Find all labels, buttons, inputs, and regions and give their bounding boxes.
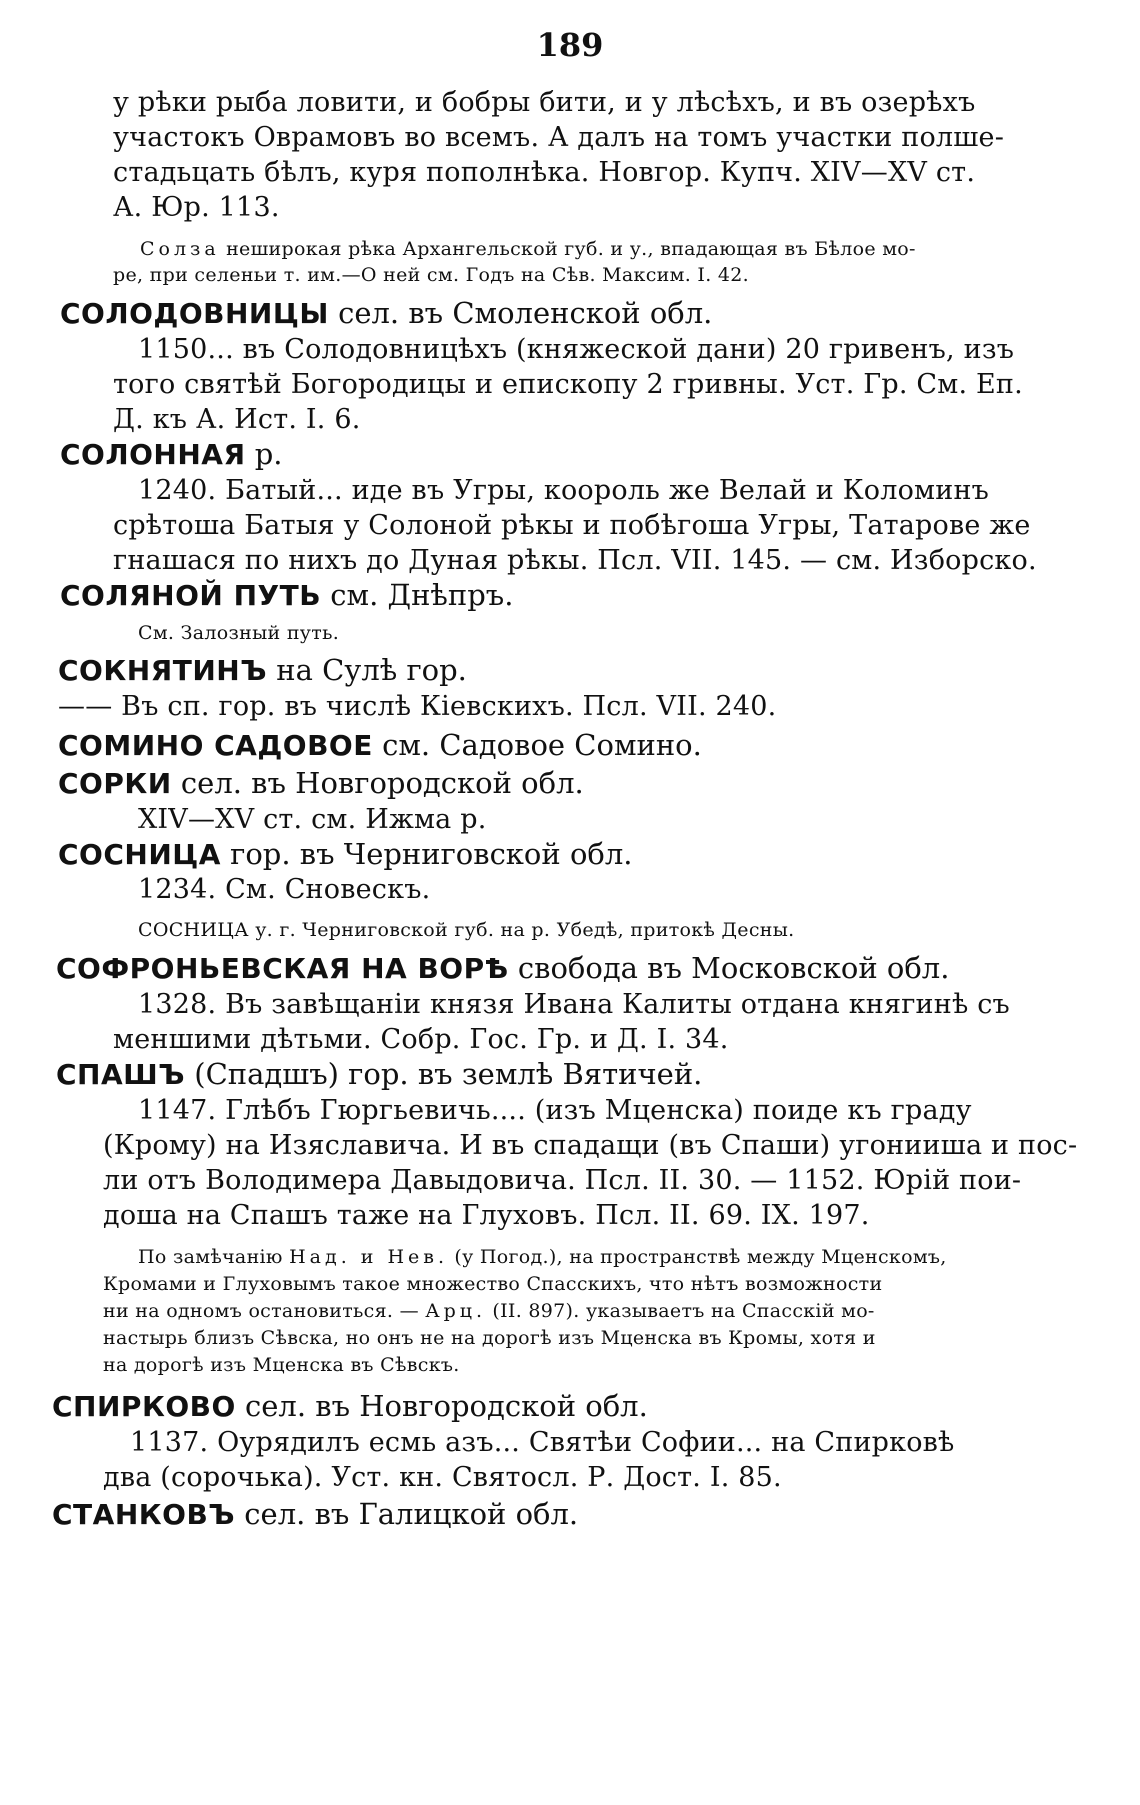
text-line: 1150... въ Солодовницѣхъ (княжеской дани) 20 гривенъ, изъ [138,334,1015,365]
text-line: меншими дѣтьми. Собр. Гос. Гр. и Д. I. 34. [113,1024,729,1055]
entry-heading: СПИРКОВО сел. въ Новгородской обл. [52,1389,648,1423]
text-line: 1328. Въ завѣщаніи князя Ивана Калиты отдана княгинѣ съ [138,989,1010,1020]
text-line: (Крому) на Изяславича. И въ спадащи (въ Спаши) угонииша и пос- [103,1130,1078,1161]
text-line: два (сорочька). Уст. кн. Святосл. Р. Дост. I. 85. [103,1462,782,1493]
entry-heading: СОЛЯНОЙ ПУТЬ см. Днѣпръ. [60,578,514,612]
entry-heading: СОФРОНЬЕВСКАЯ НА ВОРѢ свобода въ Московской обл. [56,951,950,985]
note-line: По замѣчанію Над. и Нев. (у Погод.), на пространствѣ между Мценскомъ, [138,1246,947,1268]
note-line: ре, при селеньи т. им.—О ней см. Годъ на Сѣв. Максим. I. 42. [113,264,749,286]
note-line: См. Залозный путь. [138,622,340,644]
note-line: настырь близъ Сѣвска, но онъ не на дорогѣ изъ Мценска въ Кромы, хотя и [103,1327,876,1349]
entry-heading: СОКНЯТИНЪ на Сулѣ гор. [58,653,467,687]
entry-heading: СОЛОДОВНИЦЫ сел. въ Смоленской обл. [60,296,713,330]
entry-heading: СОСНИЦА гор. въ Черниговской обл. [58,837,633,871]
note-line: СОСНИЦА у. г. Черниговской губ. на р. Убедѣ, притокѣ Десны. [138,919,795,941]
entry-heading: СПАШЪ (Спадшъ) гор. въ землѣ Вятичей. [56,1057,703,1091]
text-line: стадьцать бѣлъ, куря пополнѣка. Новгор. Купч. XIV—XV ст. [113,157,976,188]
text-line: ли отъ Володимера Давыдовича. Псл. II. 30. — 1152. Юрій пои- [103,1165,1022,1196]
entry-heading: СТАНКОВЪ сел. въ Галицкой обл. [52,1497,579,1531]
text-line: того святѣй Богородицы и епископу 2 гривны. Уст. Гр. См. Еп. [113,369,1023,400]
text-line: —— Въ сп. гор. въ числѣ Кіевскихъ. Псл. VII. 240. [58,691,777,722]
text-line: срѣтоша Батыя у Солоной рѣкы и побѣгоша Угры, Татарове же [113,510,1031,541]
text-line: 1240. Батый... иде въ Угры, коороль же Велай и Коломинъ [138,475,990,506]
text-line: А. Юр. 113. [113,192,280,223]
note-line: Солза неширокая рѣка Архангельской губ. и у., впадающая въ Бѣлое мо- [140,238,916,260]
note-line: ни на одномъ остановиться. — Арц. (II. 897). указываетъ на Спасскій мо- [103,1300,875,1322]
text-line: участокъ Оврамовъ во всемъ. А далъ на томъ участки полше- [113,122,1005,153]
text-line: 1147. Глѣбъ Гюргьевичь.... (изъ Мценска) поиде къ граду [138,1095,972,1126]
entry-heading: СОЛОННАЯ р. [60,437,283,471]
text-line: доша на Спашъ таже на Глуховъ. Псл. II. 69. IX. 197. [103,1200,870,1231]
text-line: 1234. См. Сновескъ. [138,874,431,905]
entry-heading: СОМИНО САДОВОЕ см. Садовое Сомино. [58,728,702,762]
page-number: 189 [536,26,604,64]
note-line: на дорогѣ изъ Мценска въ Сѣвскъ. [103,1354,460,1376]
text-line: 1137. Оурядилъ есмь азъ... Святѣи Софии... на Спирковѣ [130,1427,955,1458]
text-line: Д. къ А. Ист. I. 6. [113,404,361,435]
note-line: Кромами и Глуховымъ такое множество Спасскихъ, что нѣтъ возможности [103,1273,883,1295]
entry-heading: СОРКИ сел. въ Новгородской обл. [58,766,584,800]
text-line: у рѣки рыба ловити, и бобры бити, и у лѣсѣхъ, и въ озерѣхъ [113,87,976,118]
text-line: гнашася по нихъ до Дуная рѣкы. Псл. VII. 145. — см. Изборско. [113,545,1037,576]
text-line: XIV—XV ст. см. Ижма р. [138,804,487,835]
